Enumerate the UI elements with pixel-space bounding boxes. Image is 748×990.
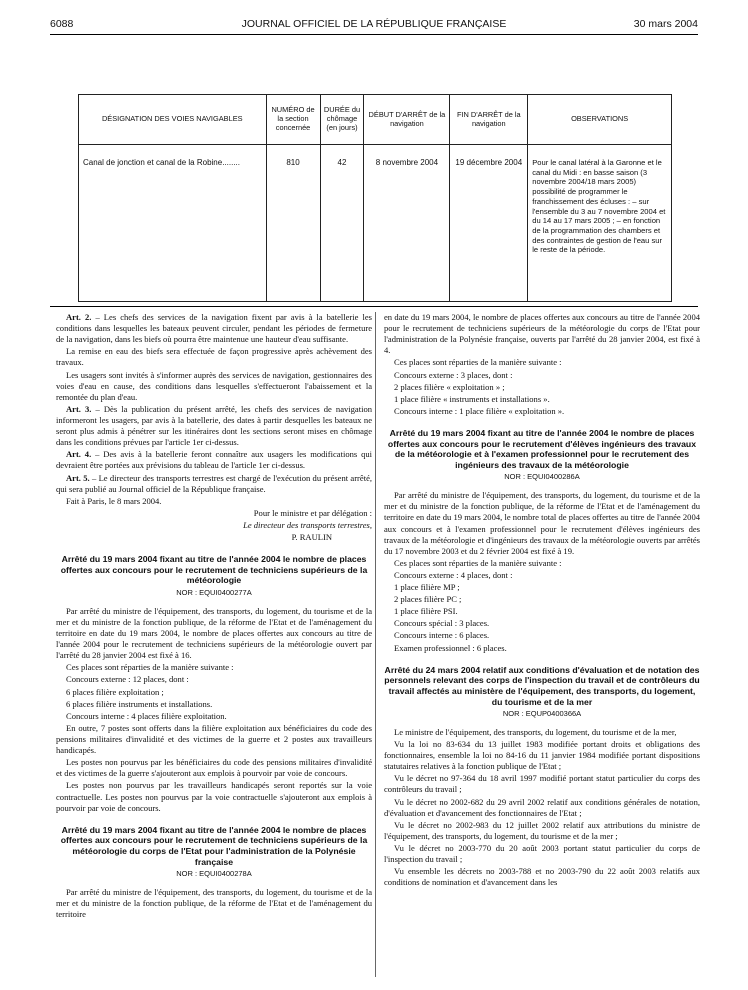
paragraph: Les postes non pourvus par les travailleurs handicapés seront reportés sur la voie contractuelle. Les postes non pourvus par la voie contractuelle s'ajouteront aux emplois à pourvoir par voie de concours. xyxy=(56,780,372,813)
paragraph: En outre, 7 postes sont offerts dans la filière exploitation aux bénéficiaires du code des pensions militaires d'invalidité et des victimes de la guerre et 2 postes aux travailleurs handicapés. xyxy=(56,722,372,756)
nor-reference: NOR : EQUI0400286A xyxy=(504,472,580,482)
decree-title: Arrêté du 24 mars 2004 relatif aux conditions d'évaluation et de notation des personnels relevant des corps de l'inspection du travail et de contrôleurs du travail affectés au ministère de l'équipement, des transports, du logement, du tourisme et de la mer xyxy=(384,664,700,707)
article-label: Art. 3. xyxy=(66,403,92,414)
page-number: 6088 xyxy=(50,18,74,30)
paragraph: Le ministre de l'équipement, des transports, du logement, du tourisme et de la mer, xyxy=(394,726,677,737)
paragraph: Vu le décret no 2002-682 du 29 avril 2002 relatif aux conditions générales de notation, d'évaluation et d'avancement des fonctionnaires de l'Etat ; xyxy=(384,796,700,818)
cell-voie: Canal de jonction et canal de la Robine........ xyxy=(79,145,267,302)
list-item: 6 places filière exploitation ; xyxy=(66,686,164,697)
paragraph: Vu ensemble les décrets no 2003-788 et no 2003-790 du 22 août 2003 relatifs aux conditions de nomination et d'avancement dans les xyxy=(384,866,700,888)
paragraph: Les postes non pourvus par les bénéficiaires du code des pensions militaires d'invalidité et des victimes de la guerre s'ajouteront aux emplois à pourvoir par voie de concours. xyxy=(56,757,372,779)
paragraph: Par arrêté du ministre de l'équipement, des transports, du logement, du tourisme et de la mer et du ministre de la fonction publique, de la réforme de l'Etat et de l'aménagement du territoire xyxy=(56,886,372,920)
table-header-row xyxy=(79,95,672,145)
list-item: Concours spécial : 3 places. xyxy=(394,618,490,629)
paragraph: Vu le décret no 2002-983 du 12 juillet 2002 relatif aux attributions du ministre de l'équipement, des transports, du logement, du tourisme et de la mer ; xyxy=(384,819,700,841)
paragraph: Les usagers sont invités à s'informer auprès des services de navigation, gestionnaires des voies d'eau en cause, des conditions dans lesquelles s'effectueront l'abaissement et la remontée du plan d'eau. xyxy=(56,369,372,402)
journal-title: JOURNAL OFFICIEL DE LA RÉPUBLIQUE FRANÇAISE xyxy=(241,18,507,30)
col-header-debut: DÉBUT D'ARRÊT de la navigation xyxy=(364,95,450,145)
col-header-observations: OBSERVATIONS xyxy=(528,95,672,145)
article-text: – Dès la publication du présent arrêté, les chefs des services de navigation informeront les usagers, par avis à la batellerie, des dates à partir desquelles les bateaux ne seront plus admis à pénétrer sur les itinéraires dont les sections seront mises en chômage dans les conditions prévues par l'article 1er ci-dessus. xyxy=(56,403,372,448)
table-row xyxy=(79,145,672,302)
paragraph: Par arrêté du ministre de l'équipement, des transports, du logement, du tourisme et de la mer et du ministre de la fonction publique, de la réforme de l'Etat et de l'aménagement du territoire en date du 19 mars 2004, le nombre de places offertes aux concours au titre de l'année 2004 pour le recrutement de techniciens supérieurs de la météorologie ouvert par l'arrêté du 28 janvier 2004 est fixé à 16. xyxy=(56,605,372,661)
page-header xyxy=(50,18,698,32)
column-divider xyxy=(375,312,376,977)
col-header-designation: DÉSIGNATION DES VOIES NAVIGABLES xyxy=(79,95,267,145)
list-item: 1 place filière PSI. xyxy=(394,606,458,617)
decree-title: Arrêté du 19 mars 2004 fixant au titre de l'année 2004 le nombre de places offertes aux concours pour le recrutement d'élèves ingénieurs des travaux de la météorologie et à l'examen professionnel pour le recrutement des ingénieurs des travaux de la météorologie xyxy=(387,427,697,470)
article-text: – Le directeur des transports terrestres est chargé de l'exécution du présent arrêté, qui sera publié au Journal officiel de la République française. xyxy=(56,472,372,494)
nor-reference: NOR : EQUP0400366A xyxy=(502,709,582,719)
signature-title: Le directeur des transports terrestres, xyxy=(243,519,372,530)
list-item: Concours interne : 6 places. xyxy=(394,630,490,641)
paragraph: Ces places sont réparties de la manière suivante : xyxy=(394,557,562,568)
signature-name: P. RAULIN xyxy=(291,532,332,543)
article-label: Art. 2. xyxy=(66,312,92,322)
left-column xyxy=(56,312,372,921)
list-item: Examen professionnel : 6 places. xyxy=(394,642,507,653)
table-rule xyxy=(50,306,698,307)
header-rule xyxy=(50,34,698,35)
article-label: Art. 5. xyxy=(66,472,90,483)
article-label: Art. 4. xyxy=(66,449,92,460)
article-text: – Les chefs des services de la navigation fixent par avis à la batellerie les conditions dans lesquelles les bateaux peuvent circuler, pendant les périodes de fermeture de la navigation, dans les biefs où pourra être maintenue une hauteur d'eau suffisante. xyxy=(56,312,373,345)
list-item: Concours interne : 4 places filière exploitation. xyxy=(66,710,227,721)
signature-delegation: Pour le ministre et par délégation : xyxy=(253,507,372,518)
list-item: 6 places filière instruments et installations. xyxy=(66,698,213,709)
nor-reference: NOR : EQUI0400277A xyxy=(176,588,252,598)
paragraph: Par arrêté du ministre de l'équipement, des transports, du logement, du tourisme et de la mer et du ministre de la fonction publique, de la réforme de l'Etat et de l'aménagement du territoire en date du 19 mars 2004, le nombre total de places offertes au titre de l'année 2004 aux concours et à l'examen professionnel pour le recrutement d'élèves ingénieurs des travaux de la météorologie et d'ingénieurs des travaux de la météorologie ouverts par arrêtés du 17 novembre 2003 et du 2 février 2004 est fixé à 19. xyxy=(384,490,700,556)
paragraph: en date du 19 mars 2004, le nombre de places offertes aux concours au titre de l'année 2004 pour le recrutement de techniciens supérieurs de la météorologie du corps de l'Etat pour l'administration de la Polynésie française, ouverts par l'arrêté du 28 janvier 2004, est fixé à 4. xyxy=(384,312,700,356)
decree-title: Arrêté du 19 mars 2004 fixant au titre de l'année 2004 le nombre de places offertes aux concours pour le recrutement de techniciens supérieurs de la météorologie xyxy=(60,554,368,586)
list-item: 2 places filière « exploitation » ; xyxy=(394,381,505,392)
paragraph: La remise en eau des biefs sera effectuée de façon progressive après achèvement des travaux. xyxy=(56,346,372,368)
cell-debut: 8 novembre 2004 xyxy=(364,145,450,302)
cell-section: 810 xyxy=(266,145,320,302)
paragraph: Vu le décret no 97-364 du 18 avril 1997 modifié portant statut particulier du corps des contrôleurs du travail ; xyxy=(384,773,700,795)
list-item: Concours externe : 4 places, dont : xyxy=(394,569,513,580)
nor-reference: NOR : EQUI0400278A xyxy=(176,869,252,879)
list-item: Concours externe : 3 places, dont : xyxy=(394,369,513,380)
right-column xyxy=(384,312,700,889)
article-text: – Des avis à la batellerie feront connaître aux usagers les modifications qui devraient être portées aux prévisions du tableau de l'article 1er ci-dessus. xyxy=(56,449,372,471)
cell-observations: Pour le canal latéral à la Garonne et le canal du Midi : en basse saison (3 novembre 2004/18 mars 2005) possibilité de programmer le franchissement des écluses : – sur l'ensemble du 3 au 7 novembre 2004 et du 14 au 17 mars 2005 ; – en fonction de la programmation des chambers et des contraintes de gestion de l'eau sur le reste de la période. xyxy=(528,145,672,302)
list-item: Concours externe : 12 places, dont : xyxy=(66,674,189,685)
col-header-duree: DURÉE du chômage (en jours) xyxy=(320,95,364,145)
col-header-fin: FIN D'ARRÊT de la navigation xyxy=(450,95,528,145)
decree-title: Arrêté du 19 mars 2004 fixant au titre de l'année 2004 le nombre de places offertes aux concours pour le recrutement de techniciens supérieurs de la météorologie du corps de l'Etat pour l'administration de la Polynésie française xyxy=(60,824,368,867)
col-header-section: NUMÉRO de la section concernée xyxy=(266,95,320,145)
list-item: Concours interne : 1 place filière « exploitation ». xyxy=(394,405,565,416)
issue-date: 30 mars 2004 xyxy=(633,18,698,30)
list-item: 2 places filière PC ; xyxy=(394,594,462,605)
signature-place-date: Fait à Paris, le 8 mars 2004. xyxy=(66,495,162,506)
paragraph: Vu la loi no 83-634 du 13 juillet 1983 modifiée portant droits et obligations des fonctionnaires, ensemble la loi no 84-16 du 11 janvier 1984 modifiée portant dispositions statutaires relatives à la fonction publique de l'Etat ; xyxy=(384,739,700,772)
list-item: 1 place filière MP ; xyxy=(394,582,460,593)
paragraph: Vu le décret no 2003-770 du 20 août 2003 portant statut particulier du corps de l'inspection du travail ; xyxy=(384,842,700,865)
cell-fin: 19 décembre 2004 xyxy=(450,145,528,302)
list-item: 1 place filière « instruments et installations ». xyxy=(394,393,550,404)
paragraph: Ces places sont réparties de la manière suivante : xyxy=(394,357,562,368)
navigation-table xyxy=(78,94,672,302)
cell-duree: 42 xyxy=(320,145,364,302)
paragraph: Ces places sont réparties de la manière suivante : xyxy=(66,662,234,673)
